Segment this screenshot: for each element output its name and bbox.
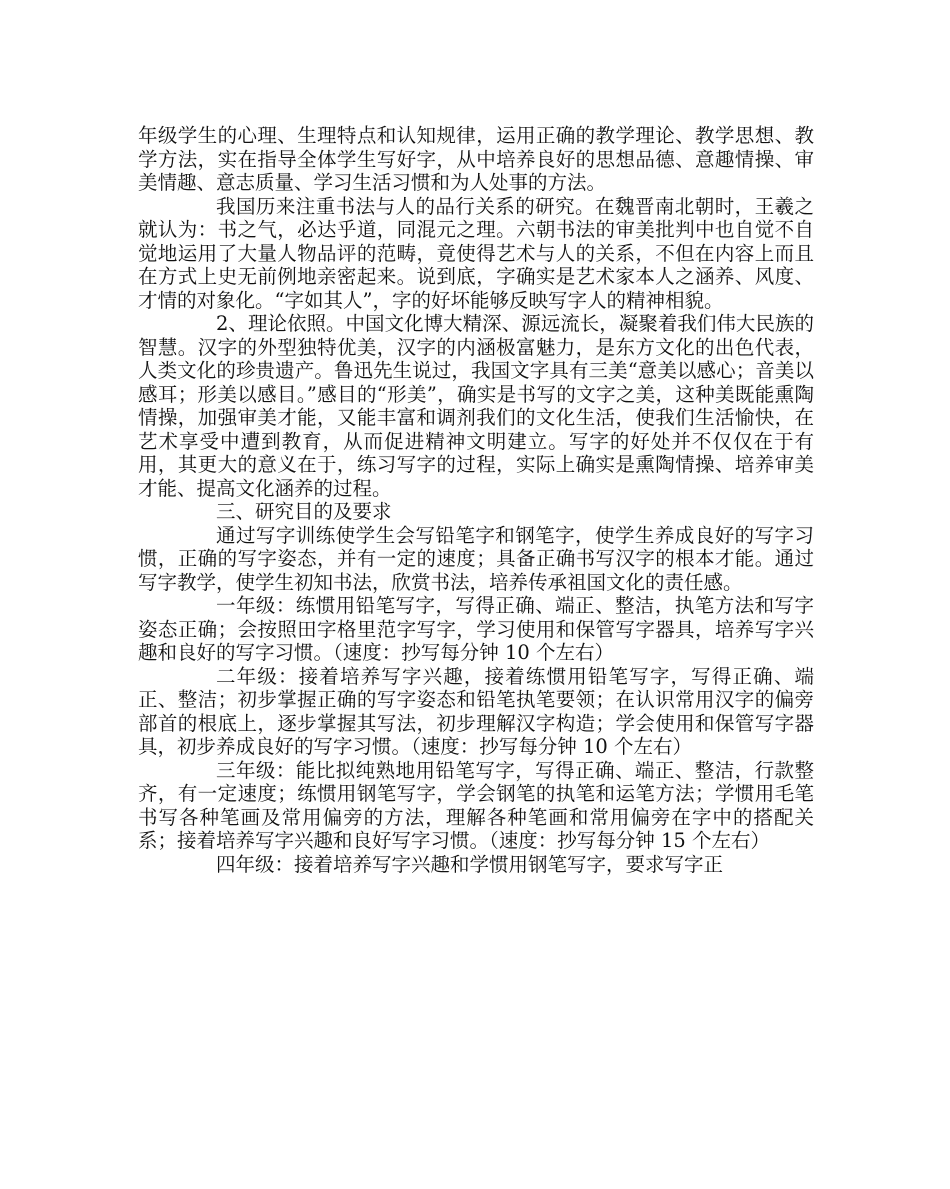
- paragraph-training-goals: 通过写字训练使学生会写铅笔字和钢笔字，使学生养成良好的写字习惯，正确的写字姿态，并有一定的速度；具备正确书写汉字的根本才能。通过写字教学，使学生初知书法，欣赏书法，培养传承祖国文化的责任感。: [138, 523, 814, 594]
- document-page: [138, 124, 814, 876]
- paragraph-grade-one: 一年级：练惯用铅笔写字，写得正确、端正、整洁，执笔方法和写字姿态正确；会按照田字格里范字写字，学习使用和保管写字器具，培养写字兴趣和良好的写字习惯。（速度：抄写每分钟 10 个左右）: [138, 594, 814, 664]
- paragraph-intro-continuation: 年级学生的心理、生理特点和认知规律，运用正确的教学理论、教学思想、教学方法，实在指导全体学生写好字，从中培养良好的思想品德、意趣情操、审美情趣、意志质量、学习生活习惯和为人处事的方法。: [138, 124, 814, 194]
- paragraph-grade-three: 三年级：能比拟纯熟地用铅笔写字，写得正确、端正、整洁，行款整齐，有一定速度；练惯用钢笔写字，学会钢笔的执笔和运笔方法；学惯用毛笔书写各种笔画及常用偏旁的方法，理解各种笔画和常用偏旁在字中的搭配关系；接着培养写字兴趣和良好写字习惯。（速度：抄写每分钟 15 个左右）: [138, 758, 814, 852]
- paragraph-grade-two: 二年级：接着培养写字兴趣，接着练惯用铅笔写字，写得正确、端正、整洁；初步掌握正确的写字姿态和铅笔执笔要领；在认识常用汉字的偏旁部首的根底上，逐步掌握其写法，初步理解汉字构造；学会使用和保管写字器具，初步养成良好的写字习惯。（速度：抄写每分钟 10 个左右）: [138, 664, 814, 758]
- section-heading-research-goals: 三、研究目的及要求: [216, 500, 392, 523]
- paragraph-calligraphy-history: 我国历来注重书法与人的品行关系的研究。在魏晋南北朝时，王羲之就认为：书之气，必达乎道，同混元之理。六朝书法的审美批判中也自觉不自觉地运用了大量人物品评的范畴，竟使得艺术与人的关系，不但在内容上而且在方式上史无前例地亲密起来。说到底，字确实是艺术家本人之涵养、风度、才情的对象化。“字如其人”，字的好坏能够反映写字人的精神相貌。: [138, 194, 814, 312]
- paragraph-grade-four: 四年级：接着培养写字兴趣和学惯用钢笔写字，要求写字正: [216, 852, 724, 876]
- paragraph-theoretical-basis: 2、理论依照。中国文化博大精深、源远流长，凝聚着我们伟大民族的智慧。汉字的外型独特优美，汉字的内涵极富魅力，是东方文化的出色代表，人类文化的珍贵遗产。鲁迅先生说过，我国文字具有三美“意美以感心；音美以感耳；形美以感目。”感目的“形美”，确实是书写的文字之美，这种美既能熏陶情操，加强审美才能，又能丰富和调剂我们的文化生活，使我们生活愉快，在艺术享受中遭到教育，从而促进精神文明建立。写字的好处并不仅仅在于有用，其更大的意义在于，练习写字的过程，实际上确实是熏陶情操、培养审美才能、提高文化涵养的过程。: [138, 312, 814, 500]
